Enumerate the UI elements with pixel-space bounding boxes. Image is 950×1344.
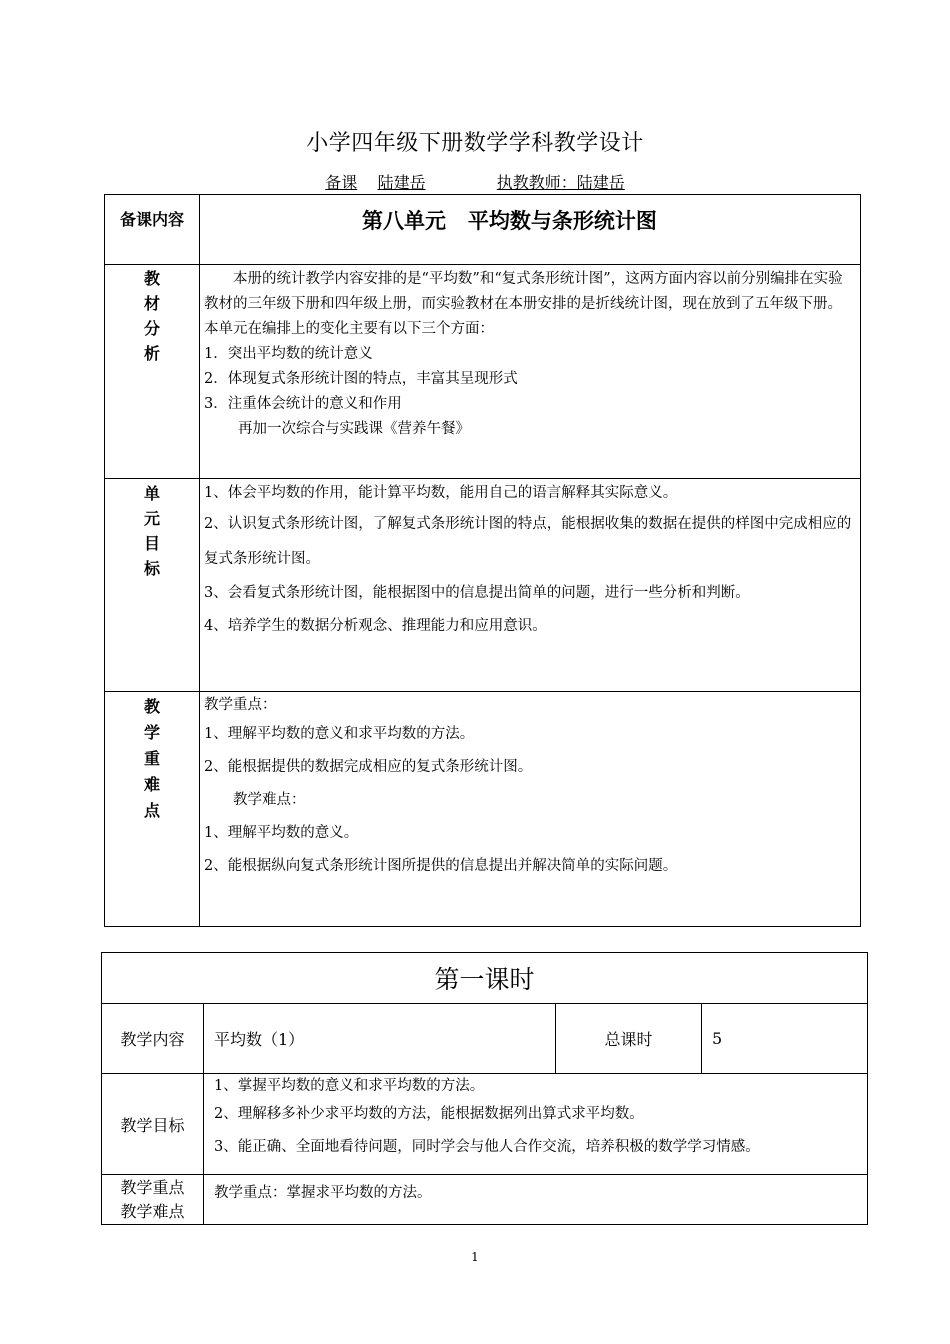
keypoint-line: 2、能根据纵向复式条形统计图所提供的信息提出并解决简单的实际问题。 (204, 858, 678, 874)
keypoints-label-char: 点 (143, 801, 160, 820)
goals-label-char: 单 (143, 484, 160, 503)
analysis-label-char: 析 (143, 344, 160, 363)
lesson-key-cell (204, 1175, 868, 1225)
unit-goal: 3、会看复式条形统计图，能根据图中的信息提出简单的问题，进行一些分析和判断。 (204, 585, 750, 601)
analysis-label-char: 教 (143, 269, 160, 288)
lesson-goal: 3、能正确、全面地看待问题，同时学会与他人合作交流，培养积极的数学学习情感。 (214, 1139, 760, 1155)
goals-label-char: 标 (143, 559, 160, 578)
teacher-label: 执教教师：陆建岳 (496, 173, 625, 192)
goals-label-cell (105, 479, 200, 692)
goals-label-char: 目 (143, 534, 160, 553)
lesson-difficulty-label: 教学难点 (120, 1201, 185, 1221)
prepare-label: 备课 (325, 173, 358, 192)
keypoints-label-char: 教 (143, 697, 160, 716)
unit-table (104, 194, 861, 927)
keypoints-label-char: 重 (143, 749, 160, 768)
keypoint-line: 1、理解平均数的意义和求平均数的方法。 (204, 726, 475, 742)
analysis-label-char: 材 (143, 294, 160, 313)
analysis-item: 3．注重体会统计的意义和作用 (204, 396, 402, 412)
analysis-item: 1．突出平均数的统计意义 (204, 346, 373, 362)
unit-goal: 4、培养学生的数据分析观念、推理能力和应用意识。 (204, 618, 547, 634)
lesson-key-label-cell (102, 1175, 204, 1225)
lesson-content-label: 教学内容 (102, 1004, 204, 1074)
goals-label-char: 元 (143, 509, 160, 528)
keypoints-label-char: 学 (143, 723, 160, 742)
lesson-key-label: 教学重点 (120, 1177, 185, 1197)
analysis-label-char: 分 (143, 319, 160, 338)
unit-title-cell (200, 195, 861, 265)
prepare-name: 陆建岳 (377, 173, 426, 192)
unit-goal: 1、体会平均数的作用，能计算平均数，能用自己的语言解释其实际意义。 (204, 485, 678, 501)
total-hours-label: 总课时 (556, 1004, 702, 1074)
analysis-label-cell (105, 265, 200, 479)
lesson-goals-cell (204, 1074, 868, 1175)
keypoints-label-cell (105, 692, 200, 927)
document-title: 小学四年级下册数学学科教学设计 (306, 131, 644, 156)
lesson-content: 平均数（1） (204, 1004, 556, 1074)
unit-title: 第八单元 平均数与条形统计图 (362, 209, 657, 233)
keypoints-label-char: 难 (143, 775, 160, 794)
analysis-paragraph: 本册的统计教学内容安排的是“平均数”和“复式条形统计图”，这两方面内容以前分别编排在实验教材的三年级下册和四年级上册，而实验教材在本册安排的是折线统计图，现在放到了五年级下册。本单元在编排上的变化主要有以下三个方面： (204, 271, 843, 337)
lesson-title: 第一课时 (102, 953, 868, 1004)
page-number: 1 (471, 1250, 479, 1264)
keypoint-line: 教学重点： (204, 697, 277, 713)
analysis-item: 2．体现复式条形统计图的特点，丰富其呈现形式 (204, 371, 518, 387)
total-hours: 5 (702, 1004, 868, 1074)
keypoint-line: 教学难点： (233, 792, 306, 808)
document-subtitle (0, 170, 950, 193)
lesson-goal: 2、理解移多补少求平均数的方法，能根据数据列出算式求平均数。 (214, 1106, 644, 1122)
unit-goals-cell (200, 479, 861, 692)
keypoints-cell (200, 692, 861, 927)
lesson-goals-label: 教学目标 (102, 1074, 204, 1175)
lesson-table (101, 952, 868, 1225)
analysis-item: 再加一次综合与实践课《营养午餐》 (238, 421, 470, 437)
analysis-cell (200, 265, 861, 479)
keypoint-line: 2、能根据提供的数据完成相应的复式条形统计图。 (204, 759, 533, 775)
lesson-key-text: 教学重点：掌握求平均数的方法。 (214, 1185, 432, 1201)
content-label-cell (105, 195, 200, 265)
unit-goal: 2、认识复式条形统计图，了解复式条形统计图的特点，能根据收集的数据在提供的样图中完成相应的复式条形统计图。 (204, 516, 852, 567)
content-label: 备课内容 (119, 210, 184, 229)
keypoint-line: 1、理解平均数的意义。 (204, 825, 359, 841)
lesson-goal: 1、掌握平均数的意义和求平均数的方法。 (214, 1078, 485, 1094)
